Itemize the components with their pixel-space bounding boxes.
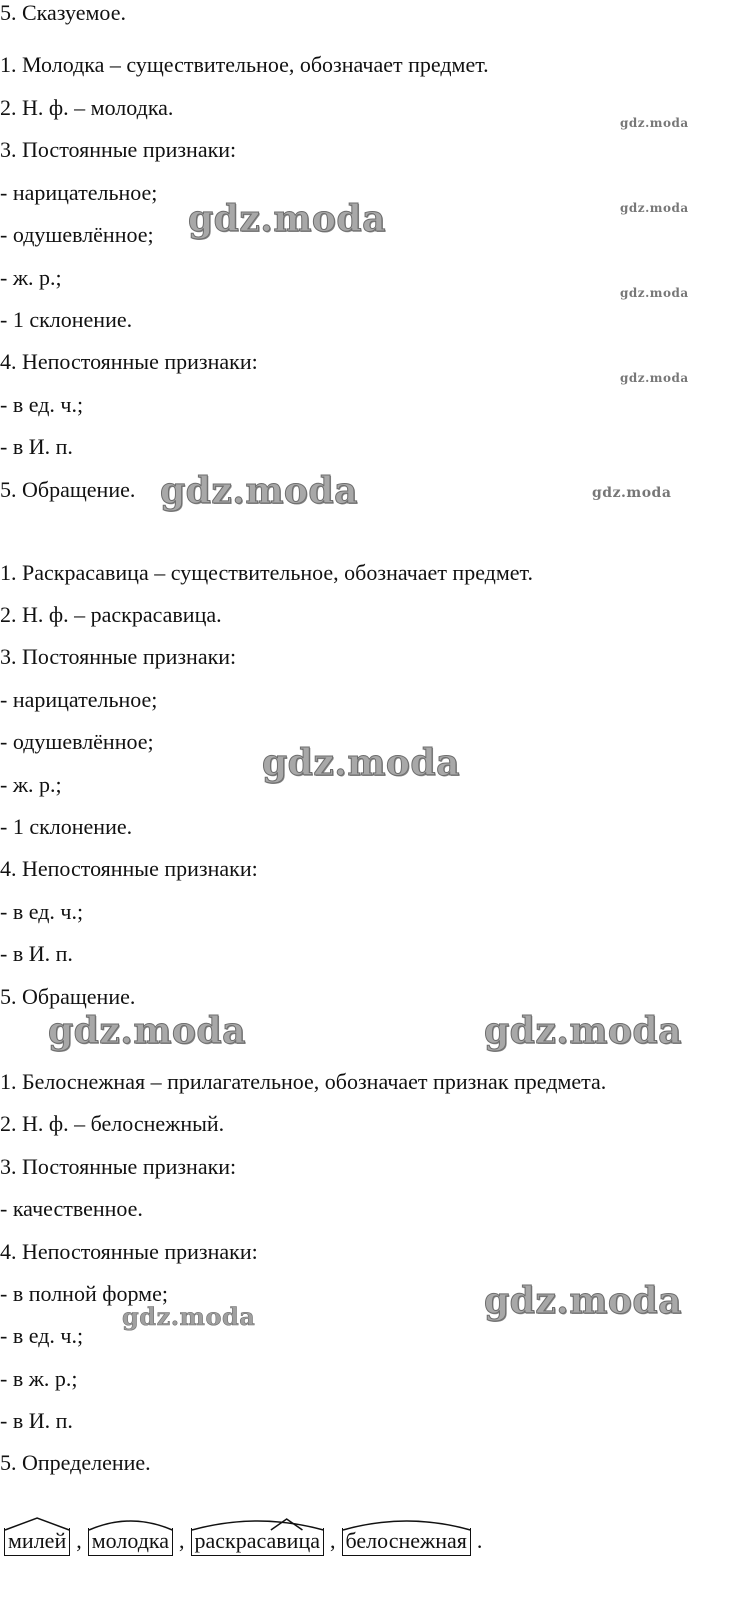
- watermark: gdz.moda: [620, 371, 689, 385]
- text-line-10: - в ед. ч.;: [0, 392, 84, 417]
- text-line-21: - в ед. ч.;: [0, 899, 84, 924]
- scheme-word-box: [342, 1528, 471, 1556]
- watermark: gdz.moda: [620, 286, 689, 300]
- text-line-23: 5. Обращение.: [0, 984, 136, 1009]
- text-line-14: 2. Н. ф. – раскрасавица.: [0, 602, 222, 627]
- morpheme-arc-icon: [5, 1516, 69, 1530]
- scheme-word-box: [88, 1528, 173, 1556]
- scheme-word: раскрасавица: [194, 1528, 320, 1553]
- text-line-15: 3. Постоянные признаки:: [0, 644, 237, 669]
- scheme-word-box: [191, 1528, 324, 1556]
- text-line-16: - нарицательное;: [0, 687, 158, 712]
- watermark: gdz.moda: [592, 485, 672, 501]
- text-line-30: - в ед. ч.;: [0, 1323, 84, 1348]
- text-line-17: - одушевлённое;: [0, 729, 154, 754]
- text-line-5: - нарицательное;: [0, 180, 158, 205]
- text-line-8: - 1 склонение.: [0, 307, 133, 332]
- text-line-7: - ж. р.;: [0, 265, 62, 290]
- text-line-31: - в ж. р.;: [0, 1366, 78, 1391]
- text-line-11: - в И. п.: [0, 434, 73, 459]
- text-line-19: - 1 склонение.: [0, 814, 133, 839]
- watermark: gdz.moda: [262, 742, 460, 784]
- text-line-9: 4. Непостоянные признаки:: [0, 349, 258, 374]
- text-line-27: - качественное.: [0, 1196, 143, 1221]
- syntax-scheme: [4, 1514, 488, 1554]
- watermark: gdz.moda: [484, 1280, 682, 1322]
- text-line-22: - в И. п.: [0, 941, 73, 966]
- text-line-4: 3. Постоянные признаки:: [0, 137, 237, 162]
- morpheme-arc-icon: [89, 1516, 172, 1530]
- scheme-word: белоснежная: [345, 1528, 467, 1553]
- text-line-20: 4. Непостоянные признаки:: [0, 856, 258, 881]
- text-line-18: - ж. р.;: [0, 772, 62, 797]
- watermark: gdz.moda: [188, 198, 386, 240]
- text-line-12: 5. Обращение.: [0, 477, 136, 502]
- scheme-end-mark: .: [476, 1528, 483, 1553]
- scheme-word: молодка: [91, 1528, 170, 1553]
- text-line-24: 1. Белоснежная – прилагательное, обозначает признак предмета.: [0, 1069, 607, 1094]
- text-line-26: 3. Постоянные признаки:: [0, 1154, 237, 1179]
- text-line-3: 2. Н. ф. – молодка.: [0, 95, 174, 120]
- text-line-1: 5. Сказуемое.: [0, 0, 126, 25]
- text-line-2: 1. Молодка – существительное, обозначает предмет.: [0, 52, 489, 77]
- watermark: gdz.moda: [160, 470, 358, 512]
- watermark: gdz.moda: [620, 116, 689, 130]
- text-line-33: 5. Определение.: [0, 1450, 151, 1475]
- scheme-word-box: [4, 1528, 70, 1556]
- scheme-separator: ,: [179, 1528, 185, 1553]
- morpheme-arc-icon: [343, 1516, 470, 1530]
- morpheme-arc-icon: [192, 1516, 323, 1530]
- scheme-separator: ,: [330, 1528, 336, 1553]
- watermark: gdz.moda: [48, 1010, 246, 1052]
- watermark: gdz.moda: [122, 1302, 256, 1331]
- text-line-6: - одушевлённое;: [0, 222, 154, 247]
- text-line-13: 1. Раскрасавица – существительное, обозначает предмет.: [0, 560, 534, 585]
- text-line-25: 2. Н. ф. – белоснежный.: [0, 1111, 225, 1136]
- text-line-29: - в полной форме;: [0, 1281, 168, 1306]
- scheme-separator: ,: [76, 1528, 82, 1553]
- watermark: gdz.moda: [484, 1010, 682, 1052]
- watermark: gdz.moda: [620, 201, 689, 215]
- text-line-28: 4. Непостоянные признаки:: [0, 1239, 258, 1264]
- scheme-word: милей: [8, 1528, 67, 1553]
- text-line-32: - в И. п.: [0, 1408, 73, 1433]
